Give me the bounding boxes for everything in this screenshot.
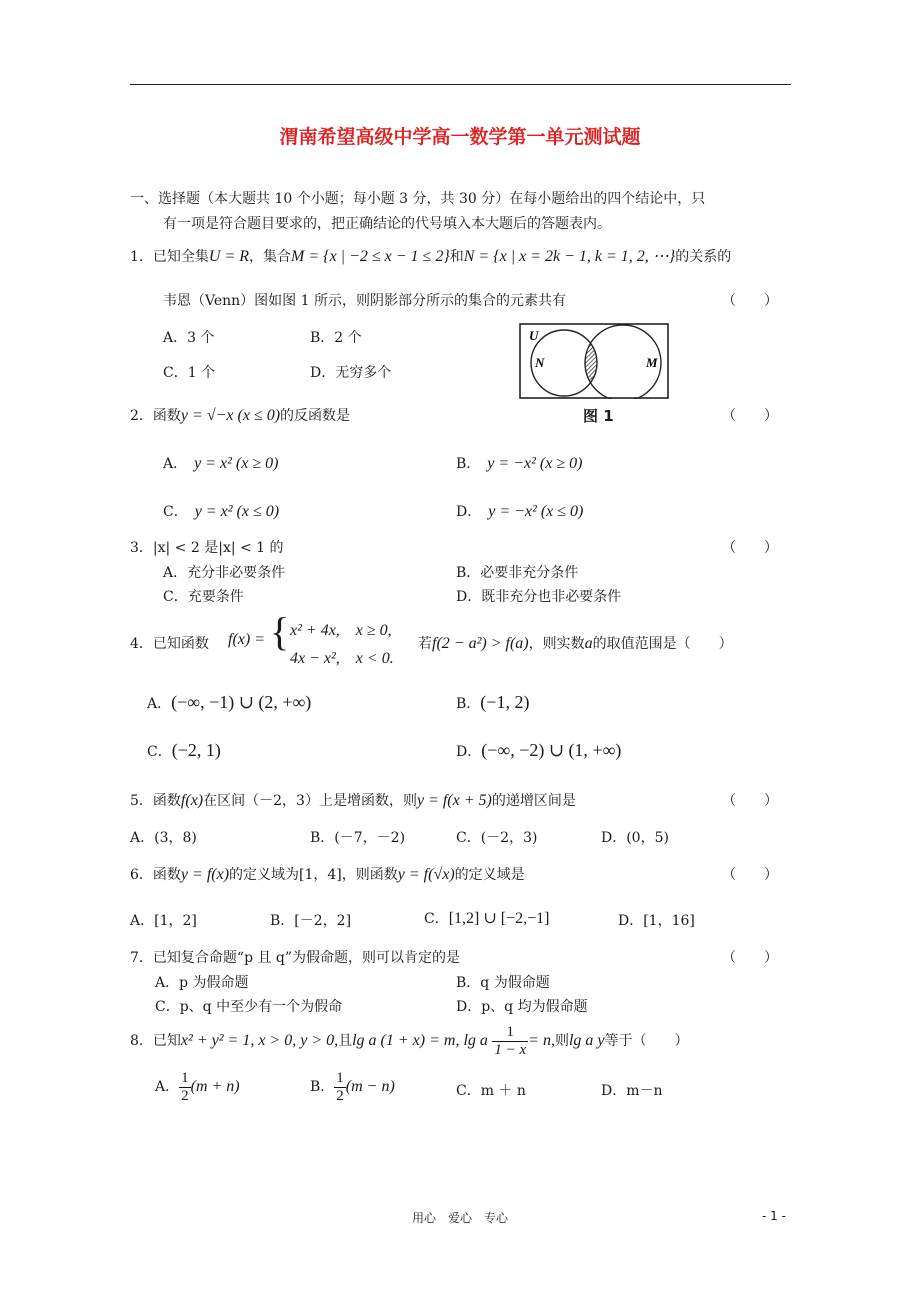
question-8-stem [130, 1024, 688, 1058]
page-number: - 1 - [762, 1209, 786, 1223]
q5-option-d: D．(0，5) [601, 830, 669, 846]
q5-text-c: 的递增区间是 [491, 793, 576, 809]
answer-paren-q6: （ ） [722, 867, 778, 883]
q4-math-a: a [584, 635, 593, 652]
q2-option-c-label: C． [163, 504, 181, 520]
q5-option-b: B．(－7，－2) [310, 830, 406, 846]
q5-math-fx: f(x) [180, 792, 204, 809]
q8-option-d: D．m－n [601, 1083, 663, 1099]
q5-option-a: A．(3，8) [130, 830, 197, 846]
q1-text-d: 的关系的 [675, 249, 732, 265]
q3-option-d: D．既非充分也非必要条件 [456, 589, 622, 605]
q2-option-a-label: A． [163, 456, 181, 472]
q4-option-d-label: D． [456, 744, 482, 760]
q4-option-c [147, 740, 221, 761]
question-4-stem-b [418, 633, 733, 653]
q4-option-b-label: B． [456, 696, 481, 712]
q6-math-fx: y = f(x) [180, 866, 230, 883]
footer-motto: 用心 爱心 专心 [412, 1211, 509, 1225]
q1-text-a: 1．已知全集 [130, 249, 209, 265]
q6-option-c-math: [1,2] ∪ [−2,−1] [448, 910, 550, 927]
q8-math-log-y: lg a y [568, 1032, 605, 1049]
q2-text-a: 2．函数 [130, 408, 181, 424]
q2-option-a-math: y = x² (x ≥ 0) [194, 455, 279, 472]
q8-option-b-math: (m − n) [345, 1078, 395, 1095]
q6-text-b: 的定义域为[1，4]，则函数 [229, 867, 398, 883]
q4-piecewise-brace: { [270, 609, 290, 654]
q6-option-c [424, 908, 549, 928]
q1-math-set-n: N = {x | x = 2k − 1, k = 1, 2, ⋯} [463, 248, 676, 265]
question-6-stem [130, 864, 525, 884]
q4-option-b [456, 692, 529, 713]
section-intro-line1: 一、选择题（本大题共 10 个小题；每小题 3 分，共 30 分）在每小题给出的四个结论中，只 [130, 191, 706, 207]
q8-math-circle: x² + y² = 1, x > 0, y > 0, [180, 1032, 339, 1049]
q3-option-b: B．必要非充分条件 [456, 565, 579, 581]
answer-paren-q1: （ ） [722, 293, 778, 309]
q2-option-d [456, 501, 583, 521]
venn-label-m: M [646, 355, 658, 370]
q1-math-set-m: M = {x | −2 ≤ x − 1 ≤ 2} [291, 248, 450, 265]
q6-option-a: A．[1，2] [130, 913, 197, 929]
q2-option-b-label: B． [456, 456, 474, 472]
q5-math-shift: y = f(x + 5) [416, 792, 492, 809]
q7-option-d: D．p、q 均为假命题 [456, 999, 588, 1015]
q8-fraction-denominator: 1 − x [494, 1041, 527, 1058]
q2-option-b-math: y = −x² (x ≥ 0) [487, 455, 583, 472]
q2-option-a [163, 453, 278, 473]
venn-label-u: U [529, 328, 539, 343]
q8-text-d: 等于（ ） [604, 1033, 689, 1049]
q8-text-b: 且 [338, 1033, 353, 1049]
q2-option-d-label: D． [456, 504, 475, 520]
q8-math-eq-n: = n, [528, 1032, 555, 1049]
answer-paren-q5: （ ） [722, 793, 778, 809]
q1-option-b: B．2 个 [310, 330, 362, 346]
q8-option-b-num: 1 [336, 1070, 344, 1086]
q7-option-a: A．p 为假命题 [155, 975, 249, 991]
q1-math-universe: U = R [208, 248, 250, 265]
q4-option-c-math: (−2, 1) [171, 740, 221, 760]
q8-fraction [492, 1024, 528, 1058]
q5-text-b: 在区间（－2，3）上是增函数，则 [203, 793, 417, 809]
q8-text-a: 8．已知 [130, 1033, 181, 1049]
q2-option-c-math: y = x² (x ≤ 0) [194, 503, 280, 520]
q2-math-function: y = √−x (x ≤ 0) [180, 407, 281, 424]
q6-option-d: D．[1，16] [618, 913, 695, 929]
q4-option-c-label: C． [147, 744, 172, 760]
q4-option-b-math: (−1, 2) [480, 692, 530, 712]
q4-option-a-math: (−∞, −1) ∪ (2, +∞) [171, 692, 312, 712]
q8-math-log1: lg a (1 + x) = m, lg a [352, 1032, 488, 1049]
q3-option-a: A．充分非必要条件 [163, 565, 286, 581]
q7-option-c: C．p、q 中至少有一个为假命 [155, 999, 343, 1015]
q4-text-d: 的取值范围是（ ） [592, 636, 733, 652]
q5-option-c: C．(－2，3) [456, 830, 538, 846]
q8-option-a-math: (m + n) [190, 1078, 240, 1095]
q4-text-c: ，则实数 [528, 636, 585, 652]
q8-option-a-label: A． [155, 1079, 180, 1095]
answer-paren-q2: （ ） [722, 408, 778, 424]
q6-text-c: 的定义域是 [454, 867, 525, 883]
q8-option-b-fraction [334, 1070, 346, 1104]
question-5-stem [130, 790, 576, 810]
q1-option-a: A．3 个 [163, 330, 215, 346]
venn-diagram [519, 323, 669, 399]
question-1-line2: 韦恩（Venn）图如图 1 所示，则阴影部分所示的集合的元素共有 [163, 293, 566, 309]
q8-text-c: 则 [554, 1033, 569, 1049]
question-1-line1 [130, 246, 731, 266]
q1-text-b: ，集合 [249, 249, 292, 265]
q4-math-fx: f(x) = [228, 631, 265, 648]
header-rule [130, 84, 791, 85]
q2-option-d-math: y = −x² (x ≤ 0) [488, 503, 584, 520]
q2-text-b: 的反函数是 [280, 408, 351, 424]
question-4-stem-a: 4．已知函数 [130, 636, 209, 652]
q4-option-d-math: (−∞, −2) ∪ (1, +∞) [481, 740, 622, 760]
q1-option-c: C．1 个 [163, 365, 216, 381]
q8-option-a-num: 1 [181, 1070, 189, 1086]
page-title: 渭南希望高级中学高一数学第一单元测试题 [279, 126, 641, 148]
q4-option-a-label: A． [147, 696, 172, 712]
question-2-stem [130, 405, 350, 425]
q8-option-b-label: B． [310, 1079, 335, 1095]
q7-option-b: B．q 为假命题 [456, 975, 550, 991]
question-3-stem: 3．|x| < 2 是|x| < 1 的 [130, 540, 284, 556]
q8-option-b [310, 1070, 395, 1104]
q8-option-a-den: 2 [181, 1087, 189, 1104]
section-intro-line2: 有一项是符合题目要求的，把正确结论的代号填入本大题后的答题表内。 [163, 216, 611, 232]
q4-option-a [147, 692, 311, 713]
q8-option-b-den: 2 [336, 1087, 344, 1104]
figure-1-caption: 图 1 [583, 407, 614, 425]
q6-text-a: 6．函数 [130, 867, 181, 883]
q8-option-a-fraction [179, 1070, 191, 1104]
q6-math-fsqrt: y = f(√x) [397, 866, 455, 883]
q4-case-1: x² + 4x, x ≥ 0, [290, 622, 392, 639]
q1-option-d: D．无穷多个 [310, 365, 392, 381]
q5-text-a: 5．函数 [130, 793, 181, 809]
answer-paren-q3: （ ） [722, 540, 778, 556]
q4-option-d [456, 740, 621, 761]
q2-option-c [163, 501, 279, 521]
q3-option-c: C．充要条件 [163, 589, 244, 605]
q2-option-b [456, 453, 582, 473]
q4-case-2: 4x − x², x < 0. [290, 650, 394, 667]
q8-fraction-numerator: 1 [492, 1024, 528, 1042]
question-7-stem: 7．已知复合命题“p 且 q”为假命题，则可以肯定的是 [130, 950, 461, 966]
q8-option-c: C．m ＋ n [456, 1083, 526, 1099]
q6-option-b: B．[－2，2] [270, 913, 352, 929]
q8-option-a [155, 1070, 240, 1104]
venn-label-n: N [535, 355, 545, 370]
q1-text-c: 和 [449, 249, 464, 265]
q4-math-inequality: f(2 − a²) > f(a) [432, 635, 529, 652]
answer-paren-q7: （ ） [722, 950, 778, 966]
q6-option-c-label: C． [424, 911, 449, 927]
q4-text-b: 若 [418, 636, 432, 652]
